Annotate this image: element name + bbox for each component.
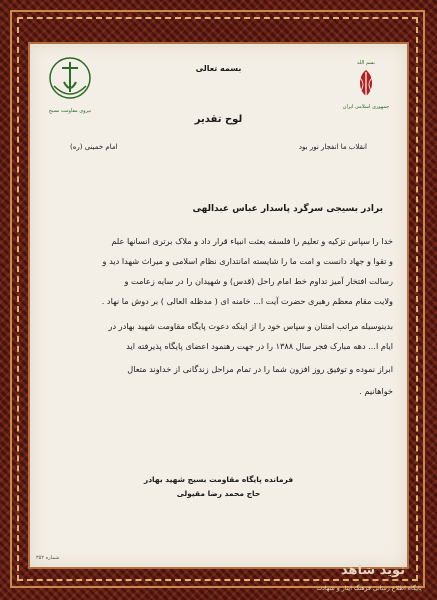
iran-emblem-top-caption: بسم الله xyxy=(356,60,376,66)
body-line: خدا را سپاس تزکیه و تعلیم را فلسفه بعثت انبیاء قرار داد و ملاک برتری انسانها علم xyxy=(111,236,393,246)
recipient-salutation: برادر بسیجی سرگرد پاسدار عباس عبدالهی xyxy=(192,204,383,214)
watermark-title: نوید شاهد xyxy=(340,563,406,578)
sepah-emblem-icon xyxy=(40,52,100,118)
quote-attribution: امام خمینی (ره) xyxy=(70,143,118,151)
body-line: خواهانیم . xyxy=(359,386,393,396)
bismillah-heading: بسمه تعالی xyxy=(195,64,242,73)
document-number: شماره ۳۵۲ xyxy=(36,555,60,561)
navid-shahed-watermark xyxy=(303,554,435,598)
body-line: و تقوا و جهاد دانست و امت ما را شایسته امانتداری نظام اسلامی و میراث شهدا دید و xyxy=(102,256,393,266)
watermark-subtitle: پایگاه اطلاع رسانی فرهنگ ایثار و شهادت xyxy=(316,585,422,592)
iran-emblem-caption: جمهوری اسلامی ایران xyxy=(342,104,390,110)
signature-title: فرمانده پایگاه مقاومت بسیج شهید بهادر xyxy=(143,475,294,484)
certificate-title: لوح تقدیر xyxy=(194,114,243,125)
certificate-paper xyxy=(30,44,407,567)
quote-text: انقلاب ما انفجار نور بود xyxy=(298,143,367,151)
signature-name: حاج محمد رضا مقیولی xyxy=(176,489,261,498)
body-line: ایام ا... دهه مبارک فجر سال ۱۳۸۸ را در جهت رهنمود اعضای پایگاه پذیرفته اید xyxy=(126,341,393,351)
body-line: بدینوسیله مراتب امتنان و سپاس خود را از اینکه دعوت پایگاه مقاومت شهید بهادر در xyxy=(108,321,393,331)
body-line: ولایت مقام معظم رهبری حضرت آیت ا... خامنه ای ( مدظله العالی ) بر دوش ما نهاد . xyxy=(101,296,393,306)
body-line: ابراز نموده و توفیق روز افزون شما را در تمام مراحل زندگانی از خداوند متعال xyxy=(127,364,393,374)
sepah-emblem-caption: نیروی مقاومت بسیج xyxy=(48,108,92,114)
body-line: رسالت افتخار آمیز تداوم خط امام راحل (قدس) و شهیدان را در سایه زعامت و xyxy=(124,276,393,286)
